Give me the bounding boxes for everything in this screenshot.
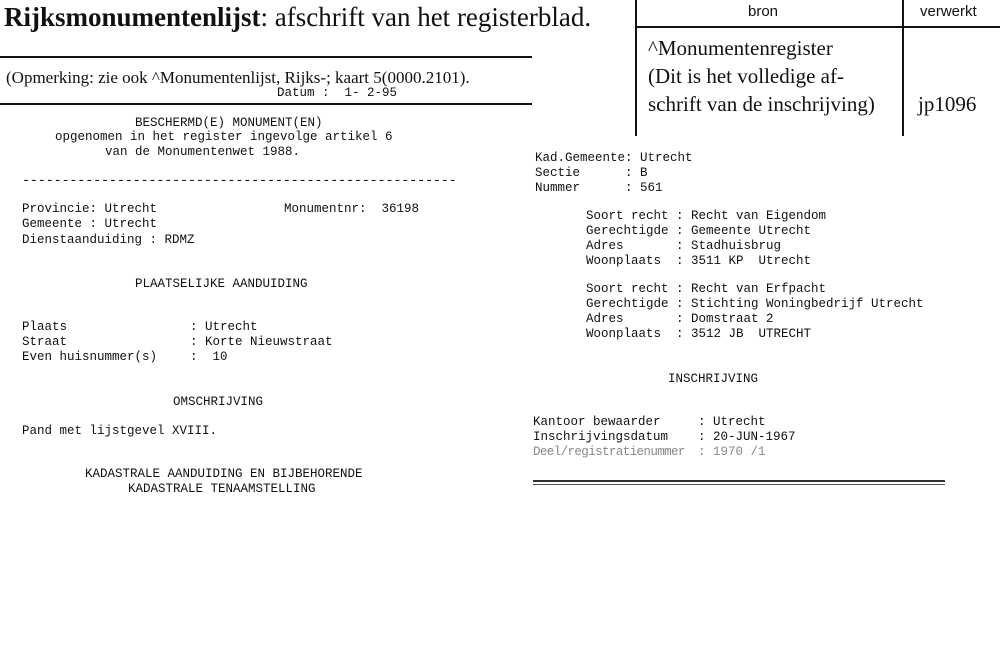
title-rest: : afschrift van het registerblad. — [260, 2, 592, 32]
box-left-border — [635, 0, 637, 136]
heading-3: van de Monumentenwet 1988. — [105, 145, 301, 159]
kadaster-label: Sectie — [535, 166, 581, 180]
location-value: : Utrecht — [190, 320, 258, 334]
verwerkt-value: jp1096 — [918, 92, 977, 116]
kadaster-label: Kad.Gemeente: — [535, 151, 633, 165]
registration-value: : 1970 /1 — [698, 445, 766, 459]
rights-value: : 3511 KP Utrecht — [676, 254, 812, 268]
heading-1: BESCHERMD(E) MONUMENT(EN) — [135, 116, 323, 130]
rights-row — [586, 254, 826, 269]
rights-value: : 3512 JB UTRECHT — [676, 327, 812, 341]
dienstaanduiding: Dienstaanduiding : RDMZ — [22, 233, 195, 247]
rights-block-1 — [586, 209, 826, 269]
col-header-bron: bron — [748, 3, 779, 20]
rights-label: Adres — [586, 239, 624, 253]
registration-value: : 20-JUN-1967 — [698, 430, 796, 444]
monumentnr: Monumentnr: 36198 — [284, 202, 420, 216]
rights-value: : Domstraat 2 — [676, 312, 774, 326]
location-label: Even huisnummer(s) — [22, 350, 158, 364]
location-value: : Korte Nieuwstraat — [190, 335, 333, 349]
dash-separator: ------------------------------------------------------- — [22, 174, 457, 189]
rights-value: : Recht van Eigendom — [676, 209, 827, 223]
kadastrale-heading-2: KADASTRALE TENAAMSTELLING — [128, 482, 316, 496]
remark-rule — [0, 103, 532, 105]
inschrijving-heading: INSCHRIJVING — [668, 372, 759, 386]
title-bold: Rijksmonumentenlijst — [4, 2, 261, 32]
rights-label: Gerechtigde — [586, 224, 669, 238]
kadaster-row — [535, 166, 693, 181]
registration-row — [533, 415, 796, 430]
registration-label: Deel/registratienummer — [533, 445, 685, 459]
box-col-divider — [902, 0, 904, 136]
registration-row — [533, 430, 796, 445]
location-row — [22, 320, 333, 335]
rights-label: Woonplaats — [586, 327, 662, 341]
location-row — [22, 335, 333, 350]
remark: (Opmerking: zie ook ^Monumentenlijst, Rijks-; kaart 5(0000.2101). — [6, 68, 470, 87]
kadaster-value: : 561 — [625, 181, 663, 195]
location-row — [22, 350, 333, 365]
registration-label: Kantoor bewaarder — [533, 415, 661, 429]
col-header-verwerkt: verwerkt — [920, 3, 977, 20]
rights-row — [586, 224, 826, 239]
kadaster-row — [535, 181, 693, 196]
location-label: Straat — [22, 335, 68, 349]
rights-value: : Recht van Erfpacht — [676, 282, 827, 296]
location-label: Plaats — [22, 320, 68, 334]
provincie: Provincie: Utrecht — [22, 202, 158, 216]
bron-line-3: schrift van de inschrijving) — [648, 92, 875, 116]
gemeente: Gemeente : Utrecht — [22, 217, 158, 231]
registration-row — [533, 445, 796, 460]
rights-value: : Stadhuisbrug — [676, 239, 782, 253]
rights-value: : Gemeente Utrecht — [676, 224, 812, 238]
registration-label: Inschrijvingsdatum — [533, 430, 669, 444]
double-rule-top — [533, 480, 945, 482]
rights-label: Adres — [586, 312, 624, 326]
omschrijving-heading: OMSCHRIJVING — [173, 395, 264, 409]
kadaster-row — [535, 151, 693, 166]
page-title — [4, 1, 591, 33]
plaatselijke-heading: PLAATSELIJKE AANDUIDING — [135, 277, 308, 291]
kadaster-value: Utrecht — [632, 151, 693, 165]
kadaster-label: Nummer — [535, 181, 581, 195]
description: Pand met lijstgevel XVIII. — [22, 424, 218, 438]
rights-label: Soort recht — [586, 282, 669, 296]
rights-label: Soort recht — [586, 209, 669, 223]
registration-block — [533, 415, 796, 460]
kadaster-block — [535, 151, 693, 196]
kadaster-value: : B — [625, 166, 648, 180]
box-header-rule — [635, 26, 1000, 28]
rights-row — [586, 239, 826, 254]
rights-row — [586, 282, 924, 297]
datum: Datum : 1- 2-95 — [277, 86, 398, 100]
location-block — [22, 320, 333, 365]
rights-value: : Stichting Woningbedrijf Utrecht — [676, 297, 924, 311]
heading-2: opgenomen in het register ingevolge artikel 6 — [55, 130, 393, 144]
title-rule — [0, 56, 532, 58]
rights-label: Woonplaats — [586, 254, 662, 268]
bron-line-1: ^Monumentenregister — [648, 36, 833, 60]
registration-value: : Utrecht — [698, 415, 766, 429]
rights-row — [586, 312, 924, 327]
rights-block-2 — [586, 282, 924, 342]
double-rule-bottom — [533, 484, 945, 485]
bron-line-2: (Dit is het volledige af- — [648, 64, 844, 88]
location-value: : 10 — [190, 350, 228, 364]
rights-row — [586, 297, 924, 312]
rights-row — [586, 327, 924, 342]
rights-row — [586, 209, 826, 224]
rights-label: Gerechtigde — [586, 297, 669, 311]
kadastrale-heading-1: KADASTRALE AANDUIDING EN BIJBEHORENDE — [85, 467, 363, 481]
